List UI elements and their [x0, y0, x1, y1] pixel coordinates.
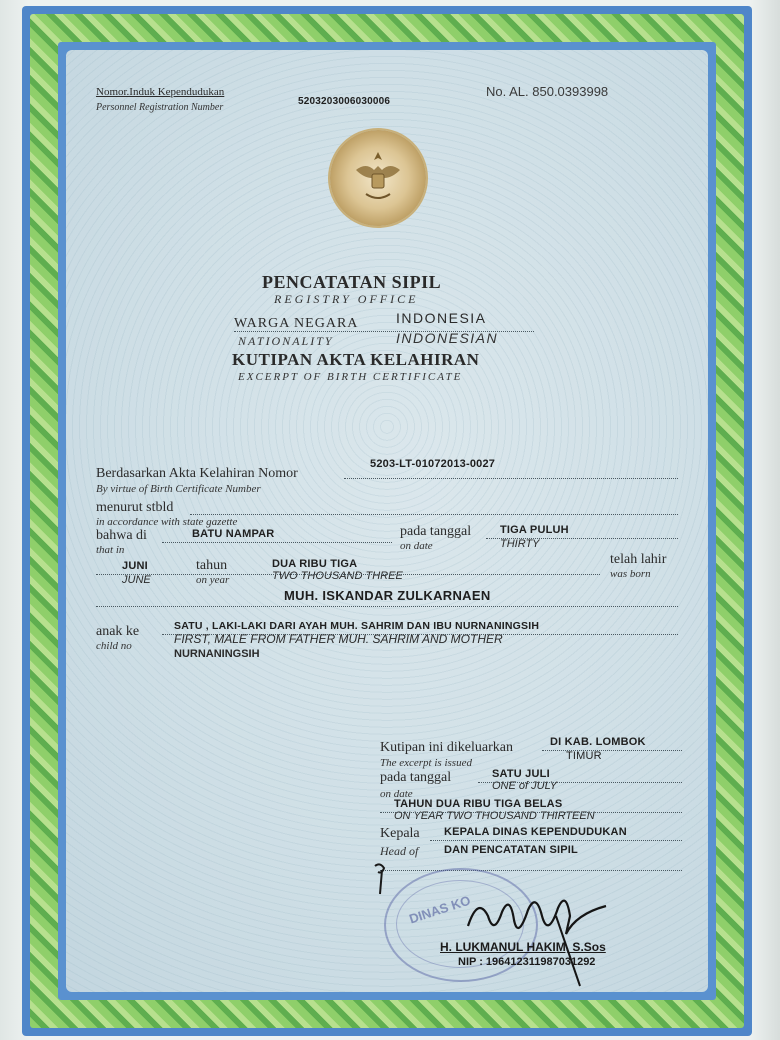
document-title: KUTIPAN AKTA KELAHIRAN: [232, 350, 480, 369]
child-no-value-en-2: NURNANINGSIH: [174, 648, 260, 660]
birth-year-label: tahun: [196, 558, 228, 573]
birth-date-line: [486, 538, 678, 539]
birth-date-sublabel: on date: [400, 540, 433, 552]
cert-no-label: Berdasarkan Akta Kelahiran Nomor: [96, 466, 298, 481]
place-value: BATU NAMPAR: [192, 528, 275, 540]
stamp-text: DINAS KO: [407, 892, 473, 927]
paraf-mark-icon: [372, 860, 392, 900]
stbld-line: [190, 514, 678, 515]
head-line-2: [380, 870, 682, 871]
citizenship-value: INDONESIA: [396, 310, 487, 326]
office-title: PENCATATAN SIPIL: [262, 272, 442, 292]
place-label: bahwa di: [96, 528, 147, 543]
cert-no-sublabel: By virtue of Birth Certificate Number: [96, 483, 261, 495]
signature-icon: [458, 886, 618, 992]
birth-month-value: JUNI: [122, 560, 148, 572]
birth-year-value: DUA RIBU TIGA: [272, 558, 358, 570]
head-line-1: [430, 840, 682, 841]
birth-date-value-en: THIRTY: [500, 538, 540, 550]
child-no-value: SATU , LAKI-LAKI DARI AYAH MUH. SAHRIM DAN IBU NURNANINGSIH: [174, 620, 540, 632]
nationality-value: INDONESIAN: [396, 330, 499, 346]
garuda-seal-icon: [330, 130, 426, 226]
issued-place-value-1: DI KAB. LOMBOK: [550, 736, 646, 748]
garuda-emblem-icon: [352, 148, 404, 208]
issue-year-line: [380, 812, 682, 813]
born-sublabel: was born: [610, 568, 651, 580]
birth-date-value: TIGA PULUH: [500, 524, 569, 536]
birth-year-value-en: TWO THOUSAND THREE: [272, 570, 403, 582]
signer-name: H. LUKMANUL HAKIM, S.Sos: [440, 940, 606, 954]
issued-label: Kutipan ini dikeluarkan: [380, 740, 513, 755]
place-sublabel: that in: [96, 544, 125, 556]
issue-date-value: SATU JULI: [492, 768, 550, 780]
issue-date-sublabel: on date: [380, 788, 413, 800]
issued-place-line: [542, 750, 682, 751]
child-name-value: MUH. ISKANDAR ZULKARNAEN: [284, 588, 491, 603]
certificate-paper: [66, 50, 708, 992]
nik-label: Nomor.Induk Kependudukan: [96, 86, 225, 98]
head-value-1: KEPALA DINAS KEPENDUDUKAN: [444, 826, 627, 838]
citizenship-line: [234, 331, 534, 332]
nik-value: 5203203006030006: [298, 96, 391, 107]
birth-year-line: [96, 574, 600, 575]
child-no-label: anak ke: [96, 624, 140, 639]
birth-month-value-en: JUNE: [122, 574, 151, 586]
stbld-label: menurut stbld: [96, 500, 174, 515]
head-label: Kepala: [380, 826, 420, 841]
signer-nip: NIP : 196412311987031292: [458, 956, 596, 968]
stbld-sublabel: in accordance with state gazette: [96, 516, 238, 528]
issue-date-value-en: ONE of JULY: [492, 780, 558, 792]
nik-sublabel: Personnel Registration Number: [96, 102, 224, 113]
birth-year-sublabel: on year: [196, 574, 230, 586]
issue-year-value: TAHUN DUA RIBU TIGA BELAS: [394, 798, 563, 810]
born-label: telah lahir: [610, 552, 667, 567]
office-title-en: REGISTRY OFFICE: [274, 292, 419, 306]
citizenship-label: WARGA NEGARA: [234, 316, 359, 331]
child-name-line: [96, 606, 678, 607]
issue-year-value-en: ON YEAR TWO THOUSAND THIRTEEN: [394, 810, 595, 822]
place-line: [162, 542, 392, 543]
cert-no-value: 5203-LT-01072013-0027: [370, 458, 496, 470]
birth-date-label: pada tanggal: [400, 524, 472, 539]
child-no-sublabel: child no: [96, 640, 132, 652]
serial-number: No. AL. 850.0393998: [486, 84, 609, 99]
head-value-2: DAN PENCATATAN SIPIL: [444, 844, 578, 856]
head-sublabel: Head of: [380, 844, 419, 858]
issue-date-label: pada tanggal: [380, 770, 452, 785]
issued-sublabel: The excerpt is issued: [380, 757, 472, 769]
document-title-en: EXCERPT OF BIRTH CERTIFICATE: [238, 371, 463, 383]
issue-date-line: [478, 782, 682, 783]
child-no-value-en-1: FIRST, MALE FROM FATHER MUH. SAHRIM AND MOTHER: [174, 632, 503, 646]
issued-place-value-2: TIMUR: [566, 750, 602, 762]
cert-no-line: [344, 478, 678, 479]
nationality-label: NATIONALITY: [238, 334, 334, 348]
